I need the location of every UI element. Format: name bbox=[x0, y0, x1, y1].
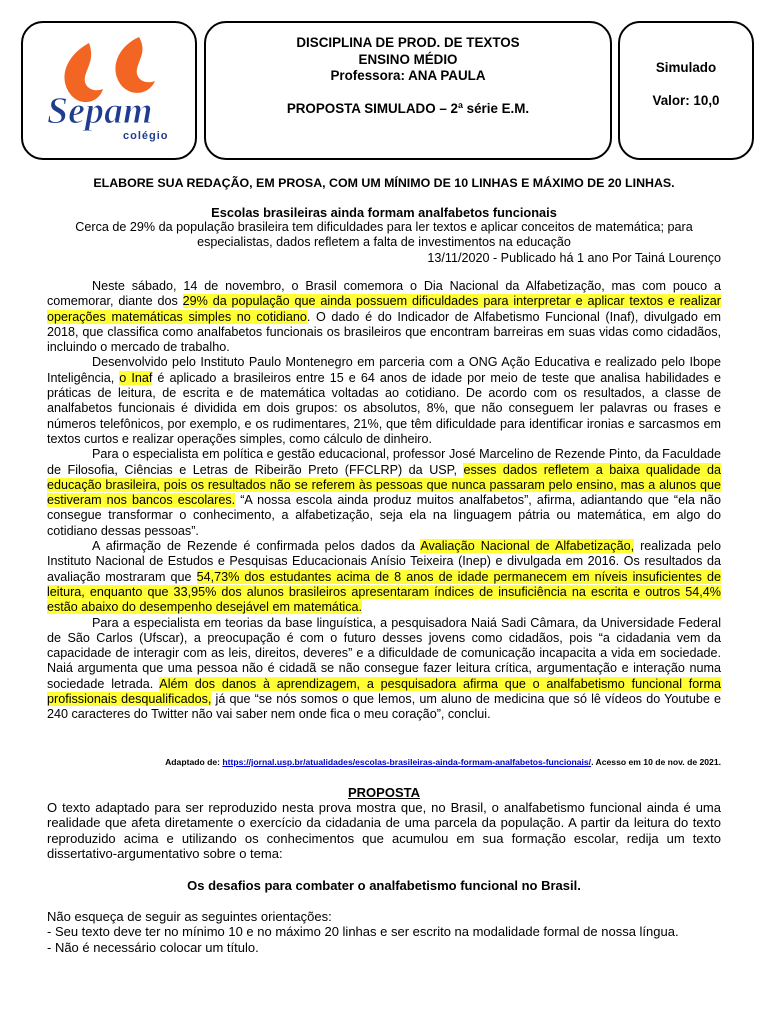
highlighted-text: 54,73% dos estudantes acima de 8 anos de idade permanecem em níveis insuficientes de leitura, enquanto que 33,95% dos alunos brasileiros apresentaram índices de insuficiência na escrita e outros 54,4% estão abaixo do desempenho desejável em matemática. bbox=[47, 569, 721, 615]
text-run: Para o especialista em política e gestão educacional, professor José Marcelino de Rezende Pinto, da Faculdade de Filosofia, Ciências e Letras de Ribeirão Preto (FFCLRP) da USP, bbox=[47, 447, 721, 477]
score-value: Valor: 10,0 bbox=[652, 93, 720, 108]
highlighted-text: o Inaf bbox=[119, 370, 153, 385]
article-body bbox=[47, 279, 721, 723]
highlighted-text: 29% da população que ainda possuem dificuldades para interpretar e aplicar textos e realizar operações matemáticas simples no cotidiano bbox=[47, 294, 721, 324]
guidelines bbox=[47, 909, 721, 955]
text-run: realizada pelo Instituto Nacional de Estudos e Pesquisas Educacionais Anísio Teixeira (Inep) e divulgada em 2016. Os resultados da avaliação mostraram que bbox=[47, 539, 721, 584]
proposal-text: O texto adaptado para ser reproduzido nesta prova mostra que, no Brasil, o analfabetismo funcional ainda é uma realidade que afeta diretamente o exercício da cidadania de uma parcela da população. A partir da leitura do texto reproduzido acima e utilizando os conhecimentos que acumulou em sua formação escolar, redija um texto dissertativo-argumentativo sobre o tema: bbox=[47, 800, 721, 862]
exam-type-label: Simulado bbox=[655, 60, 717, 75]
proposal-heading: PROPOSTA bbox=[348, 785, 420, 800]
course-level: ENSINO MÉDIO bbox=[358, 51, 458, 67]
article-paragraph bbox=[47, 539, 721, 615]
source-link[interactable]: https://jornal.usp.br/atualidades/escolas-brasileiras-ainda-formam-analfabetos-funcionais/ bbox=[222, 757, 592, 767]
guidelines-intro: Não esqueça de seguir as seguintes orientações: bbox=[47, 909, 332, 924]
text-run: Desenvolvido pelo Instituto Paulo Montenegro em parceria com a ONG Ação Educativa e realizado pelo Ibope Inteligência, bbox=[47, 355, 721, 385]
text-run: . O dado é do Indicador de Alfabetismo Funcional (Inaf), divulgado em 2018, que classifica como analfabetos funcionais os brasileiros que encontram barreiras em suas vidas como cidadãos, incluindo o mercado de trabalho. bbox=[47, 309, 722, 355]
teacher-name: Professora: ANA PAULA bbox=[330, 68, 486, 83]
article-subtitle: Cerca de 29% da população brasileira tem dificuldades para ler textos e aplicar conceitos de matemática; para especialistas, dados refletem a falta de investimentos na educação bbox=[75, 220, 693, 249]
logo-sub-text: colégio bbox=[123, 130, 169, 142]
text-run: já que “se nós somos o que lemos, um aluno de medicina que só lê vídeos do Youtube e 240 caracteres do Twitter não vai saber nem onde fica o meu coração”, conclui. bbox=[47, 692, 722, 722]
proposal-title: PROPOSTA SIMULADO – 2ª série E.M. bbox=[286, 101, 530, 116]
source-citation bbox=[47, 757, 721, 767]
logo-brand-text: Sepam bbox=[47, 90, 153, 132]
article-paragraph bbox=[47, 279, 721, 355]
sepam-logo bbox=[37, 37, 181, 145]
text-run: Para a especialista em teorias da base linguística, a pesquisadora Naiá Sadi Câmara, da Universidade Federal de São Carlos (Ufscar), a preocupação é com o futuro desses jovens como cidadãos, pois “a cidadania vem da capacidade de interagir com as leis, direitos, deveres” e a dificuldade de comunicação incapacita a vida em sociedade. Naiá argumenta que uma pessoa não é cidadã se não consegue fazer leitura crítica, argumentação e interação numa sociedade letrada. bbox=[47, 615, 721, 691]
highlighted-text: Avaliação Nacional de Alfabetização, bbox=[420, 539, 635, 554]
article-date-byline: 13/11/2020 - Publicado há 1 ano Por Tainá Lourenço bbox=[427, 251, 721, 265]
article-title: Escolas brasileiras ainda formam analfabetos funcionais bbox=[211, 205, 557, 220]
article-paragraph bbox=[47, 447, 721, 539]
text-run: “A nossa escola ainda produz muitos analfabetos”, afirma, adiantando que “ela não consegue transformar o conhecimento, a alfabetização, seja ela na linguagem pátria ou matemática, em algo do cotidiano dessas pessoas”. bbox=[47, 493, 721, 538]
highlighted-text: esses dados refletem a baixa qualidade da educação brasileira, pois os resultados não se referem às pessoas que nunca passaram pelo ensino, mas a alunos que estiveram nos bancos escolares. bbox=[47, 462, 721, 508]
text-run: é aplicado a brasileiros entre 15 e 64 anos de idade por meio de teste que analisa habilidades e práticas de leitura, de escrita e de matemática voltadas ao cotidiano. De acordo com os resultados, a classe de analfabetos funcionais é dividida em dois grupos: os absolutos, 8%, que não conseguem ler palavras ou frases e números telefônicos, por exemplo, e os rudimentares, 21%, que têm dificuldade para identificar ironias e sarcasmos em textos curtos e realizar operações simples, como cálculo de dinheiro. bbox=[47, 370, 722, 446]
article-paragraph bbox=[47, 616, 721, 723]
course-title: DISCIPLINA DE PROD. DE TEXTOS bbox=[296, 35, 520, 50]
writing-instruction: ELABORE SUA REDAÇÃO, EM PROSA, COM UM MÍNIMO DE 10 LINHAS E MÁXIMO DE 20 LINHAS. bbox=[93, 176, 675, 190]
guideline-item: - Seu texto deve ter no mínimo 10 e no máximo 20 linhas e ser escrito na modalidade formal de nossa língua. bbox=[47, 924, 679, 940]
essay-theme: Os desafios para combater o analfabetismo funcional no Brasil. bbox=[187, 878, 581, 893]
highlighted-text: Além dos danos à aprendizagem, a pesquisadora afirma que o analfabetismo funcional forma profissionais desqualificados, bbox=[47, 676, 721, 707]
citation-suffix: . Acesso em 10 de nov. de 2021. bbox=[591, 757, 721, 767]
flame-icon bbox=[115, 37, 155, 93]
guideline-item: - Não é necessário colocar um título. bbox=[47, 939, 259, 955]
course-info-box bbox=[204, 21, 612, 160]
text-run: A afirmação de Rezende é confirmada pelos dados da bbox=[92, 539, 421, 554]
text-run: Neste sábado, 14 de novembro, o Brasil comemora o Dia Nacional da Alfabetização, mas com pouco a comemorar, diante dos bbox=[47, 279, 721, 309]
school-logo-box bbox=[21, 21, 197, 160]
citation-prefix: Adaptado de: bbox=[165, 757, 223, 767]
score-box bbox=[618, 21, 754, 160]
article-paragraph bbox=[47, 355, 721, 447]
